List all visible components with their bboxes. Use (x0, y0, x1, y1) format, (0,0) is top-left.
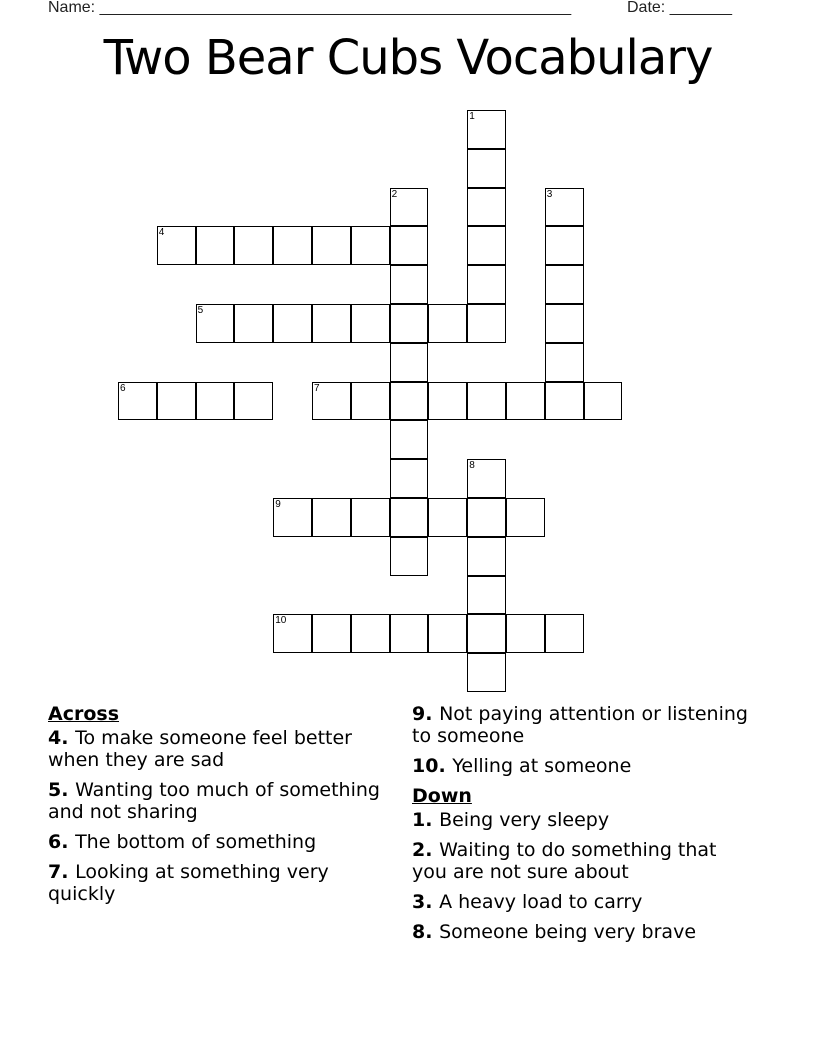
crossword-cell[interactable] (390, 304, 429, 343)
crossword-cell[interactable] (312, 226, 351, 265)
crossword-cell[interactable] (196, 226, 235, 265)
crossword-cell[interactable] (234, 382, 273, 421)
clue-number: 4 (48, 727, 62, 749)
cell-number: 2 (391, 188, 398, 200)
crossword-cell[interactable] (467, 304, 506, 343)
clue-number: 8 (412, 921, 426, 943)
crossword-cell[interactable] (157, 226, 196, 265)
cell-number: 7 (314, 382, 320, 394)
crossword-cell[interactable] (351, 614, 390, 653)
crossword-cell[interactable] (545, 614, 584, 653)
crossword-cell[interactable] (234, 226, 273, 265)
clue-number-dot: . (425, 809, 440, 831)
crossword-cell[interactable] (545, 343, 584, 382)
clue-across-4 (48, 727, 388, 771)
clue-number: 1 (412, 809, 426, 831)
cell-number: 1 (469, 111, 475, 122)
clue-text: Looking at something very quickly (48, 861, 329, 905)
clue-across-9 (412, 703, 752, 747)
clue-down-8 (412, 921, 752, 943)
crossword-cell[interactable] (467, 614, 506, 653)
clue-number-dot: . (425, 703, 440, 725)
cell-number: 5 (197, 305, 204, 316)
cell-number: 8 (469, 460, 475, 472)
crossword-cell[interactable] (312, 498, 351, 537)
clue-number: 7 (48, 861, 62, 883)
crossword-cell[interactable] (273, 498, 312, 537)
crossword-cell[interactable] (428, 614, 467, 653)
clue-down-1 (412, 809, 752, 831)
crossword-cell[interactable] (312, 614, 351, 653)
clue-across-6 (48, 831, 388, 853)
clue-number: 3 (412, 891, 426, 913)
date-field: Date: _______ (627, 0, 732, 16)
crossword-cell[interactable] (390, 382, 429, 421)
clue-number-dot: . (425, 921, 440, 943)
crossword-cell[interactable] (467, 226, 506, 265)
crossword-cell[interactable] (351, 304, 390, 343)
clue-text: Waiting to do something that you are not sure about (412, 839, 717, 883)
down-heading: Down (412, 785, 472, 807)
clue-across-5 (48, 779, 388, 823)
crossword-cell[interactable] (351, 498, 390, 537)
crossword-cell[interactable] (467, 653, 506, 692)
crossword-cell[interactable] (351, 382, 390, 421)
crossword-cell[interactable] (545, 265, 584, 304)
clue-text: A heavy load to carry (439, 891, 643, 913)
crossword-cell[interactable] (506, 614, 545, 653)
crossword-cell[interactable] (467, 576, 506, 615)
clue-across-7 (48, 861, 388, 905)
crossword-cell[interactable] (390, 226, 429, 265)
clue-number-dot: . (438, 755, 453, 777)
crossword-cell[interactable] (467, 459, 506, 498)
crossword-cell[interactable] (584, 382, 623, 421)
crossword-cell[interactable] (390, 537, 429, 576)
crossword-cell[interactable] (390, 420, 429, 459)
crossword-cell[interactable] (273, 304, 312, 343)
clue-number-dot: . (425, 891, 440, 913)
crossword-cell[interactable] (351, 226, 390, 265)
crossword-cell[interactable] (157, 382, 196, 421)
crossword-cell[interactable] (467, 498, 506, 537)
clue-number-dot: . (61, 779, 76, 801)
crossword-cell[interactable] (312, 304, 351, 343)
crossword-cell[interactable] (390, 265, 429, 304)
clue-down-2 (412, 839, 752, 883)
clue-text: Yelling at someone (452, 755, 632, 777)
crossword-cell[interactable] (196, 304, 235, 343)
cell-number: 3 (546, 188, 553, 200)
clue-number: 6 (48, 831, 62, 853)
clues-left-column (48, 703, 388, 913)
clue-text: Not paying attention or listening to someone (412, 703, 748, 747)
crossword-cell[interactable] (467, 382, 506, 421)
crossword-cell[interactable] (390, 498, 429, 537)
clue-number-dot: . (61, 831, 76, 853)
crossword-cell[interactable] (467, 149, 506, 188)
crossword-cell[interactable] (273, 226, 312, 265)
clue-across-10 (412, 755, 752, 777)
clue-down-3 (412, 891, 752, 913)
clue-number: 10 (412, 755, 439, 777)
crossword-cell[interactable] (545, 382, 584, 421)
crossword-cell[interactable] (428, 382, 467, 421)
clue-number: 5 (48, 779, 62, 801)
crossword-cell[interactable] (273, 614, 312, 653)
cell-number: 10 (275, 615, 287, 627)
crossword-cell[interactable] (467, 110, 506, 149)
crossword-cell[interactable] (467, 537, 506, 576)
crossword-cell[interactable] (545, 188, 584, 227)
crossword-cell[interactable] (390, 343, 429, 382)
crossword-cell[interactable] (118, 382, 157, 421)
crossword-cell[interactable] (506, 498, 545, 537)
clue-number-dot: . (61, 727, 76, 749)
name-field: Name: _____________________________________________________ (48, 0, 572, 16)
clue-number-dot: . (61, 861, 76, 883)
crossword-cell[interactable] (506, 382, 545, 421)
clue-text: Someone being very brave (439, 921, 697, 943)
clues-right-column (412, 703, 752, 951)
clue-text: Being very sleepy (439, 809, 610, 831)
crossword-cell[interactable] (390, 188, 429, 227)
crossword-cell[interactable] (467, 188, 506, 227)
clue-number: 9 (412, 703, 426, 725)
clue-text: The bottom of something (75, 831, 317, 853)
cell-number: 6 (120, 382, 126, 394)
clue-number-dot: . (425, 839, 440, 861)
clue-text: Wanting too much of something and not sharing (48, 779, 380, 823)
cell-number: 9 (275, 499, 281, 510)
crossword-cell[interactable] (234, 304, 273, 343)
page-title: Two Bear Cubs Vocabulary (103, 30, 713, 86)
clue-number: 2 (412, 839, 426, 861)
crossword-cell[interactable] (467, 265, 506, 304)
across-heading: Across (48, 703, 120, 725)
crossword-cell[interactable] (390, 614, 429, 653)
crossword-cell[interactable] (428, 498, 467, 537)
crossword-cell[interactable] (545, 304, 584, 343)
crossword-cell[interactable] (312, 382, 351, 421)
crossword-cell[interactable] (428, 304, 467, 343)
crossword-cell[interactable] (390, 459, 429, 498)
crossword-cell[interactable] (545, 226, 584, 265)
cell-number: 4 (158, 227, 165, 239)
clue-text: To make someone feel better when they are sad (48, 727, 352, 771)
crossword-cell[interactable] (196, 382, 235, 421)
